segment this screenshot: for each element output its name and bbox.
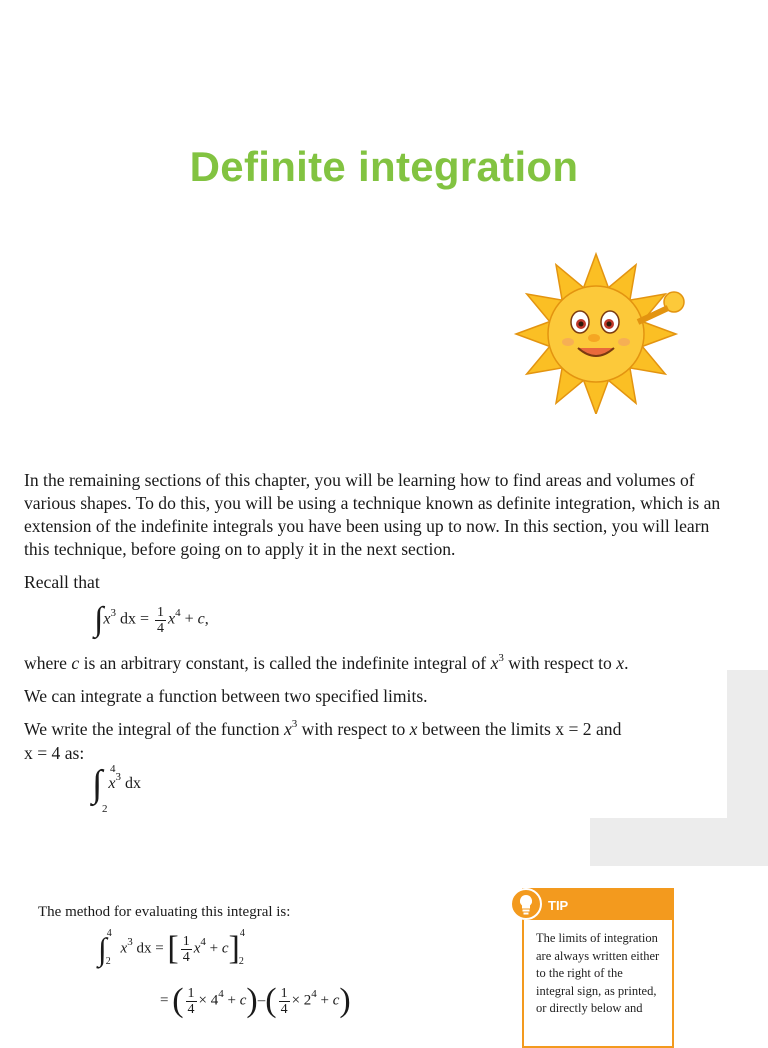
indefinite-integral-formula: $\int x^3$ dx = $\frac{1}{4}$ $x^4 + c$,: [94, 601, 209, 638]
tip-text: The limits of integration are always written either to the right of the integral sign, as printed, or directly below and: [536, 931, 660, 1015]
method-text: The method for evaluating this integral is:: [38, 904, 291, 920]
page-title: Definite integration: [189, 143, 579, 190]
tip-header: [524, 890, 672, 920]
tip-label: TIP: [548, 898, 569, 913]
evaluation-line-2: = ( $\frac{1}{4}$ × $4^4 + c)-$( $\frac{1}{4}$ × $2^4 + c$): [160, 982, 351, 1019]
where-line: where c is an arbitrary constant, is called the indefinite integral of $x^3$ with respect to x.: [24, 652, 629, 673]
recall-text: Recall that: [24, 572, 100, 592]
integrate-line: We can integrate a function between two specified limits.: [24, 686, 428, 706]
as-line: x = 4 as:: [24, 743, 85, 763]
sun-mascot-illustration: [508, 252, 688, 414]
tip-box: [522, 888, 674, 1048]
write-line: We write the integral of the function $x^3$ with respect to x between the limits x = 2 and: [24, 718, 622, 739]
lightbulb-icon: [510, 888, 542, 920]
intro-paragraph: In the remaining sections of this chapter, you will be learning how to find areas and volumes of various shapes. To do this, you will be using a technique known as definite integration, which is an extension of the indefinite integrals you have been using up to now. In this section, you will learn this technique, before going on to apply it in the next section.: [24, 470, 721, 559]
evaluation-line-1: ∫$^4_2$ $x^3$ dx = [ $\frac{1}{4}$ $x^4 + c]^4_2$: [98, 928, 245, 968]
grey-margin-block: [590, 818, 768, 866]
definite-integral-formula: ∫ 4 2 $x^3$ dx: [92, 763, 142, 815]
